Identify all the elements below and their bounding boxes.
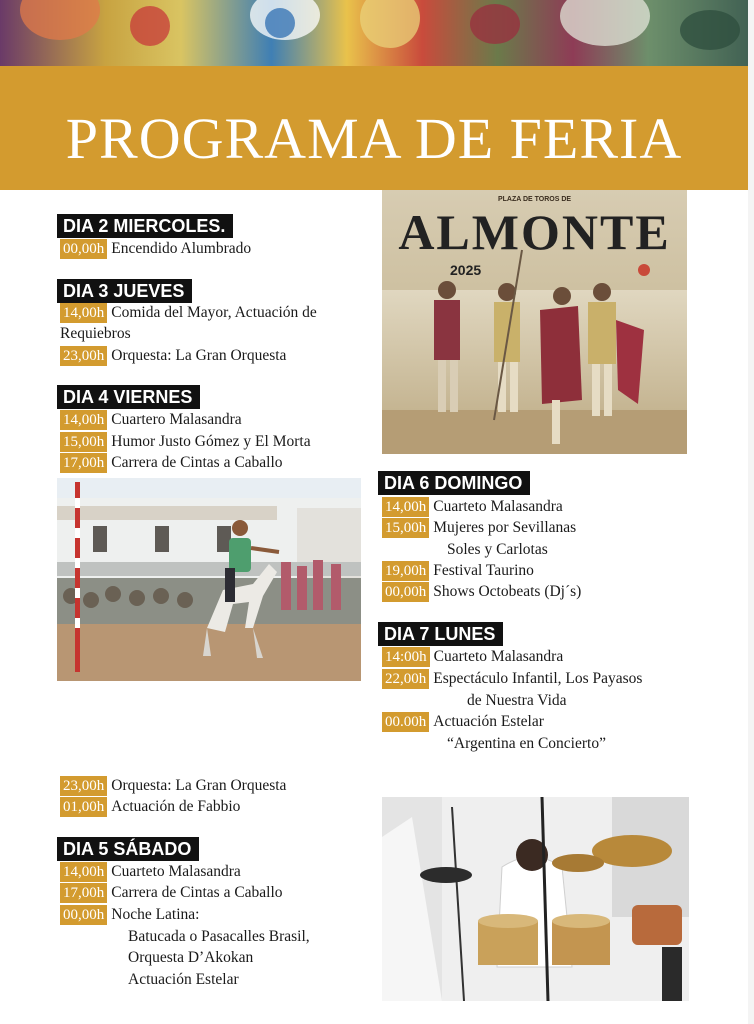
event-row (60, 410, 242, 430)
event-row (60, 776, 286, 796)
event-text: Carrera de Cintas a Caballo (111, 884, 283, 901)
event-time: 15,00h (60, 432, 107, 452)
day-heading-4: DIA 4 VIERNES (57, 385, 200, 409)
event-text: Cuarteto Malasandra (111, 863, 241, 880)
event-time: 00,00h (382, 582, 429, 602)
event-time: 00,00h (60, 905, 107, 925)
event-text-continued: “Argentina en Concierto” (447, 735, 606, 752)
day-heading-6: DIA 6 DOMINGO (378, 471, 530, 495)
event-row (382, 518, 576, 538)
event-text: Humor Justo Gómez y El Morta (111, 433, 311, 450)
poster-town: ALMONTE (398, 204, 671, 260)
day-heading-5: DIA 5 SÁBADO (57, 837, 199, 861)
poster-year: 2025 (450, 262, 482, 278)
event-row (60, 303, 317, 323)
event-text: Orquesta: La Gran Orquesta (111, 777, 287, 794)
event-time: 14,00h (60, 303, 107, 323)
event-text: Encendido Alumbrado (111, 240, 252, 257)
page-edge (748, 0, 754, 1024)
event-row (60, 346, 286, 366)
event-text-continued: de Nuestra Vida (467, 692, 567, 709)
event-row (382, 561, 534, 581)
event-time: 22,00h (382, 669, 429, 689)
event-time: 14,00h (60, 862, 107, 882)
event-text: Festival Taurino (433, 562, 534, 579)
event-row (60, 883, 283, 903)
event-text: Shows Octobeats (Dj´s) (433, 583, 582, 600)
event-text: Espectáculo Infantil, Los Payasos (433, 670, 643, 687)
event-row (382, 669, 642, 689)
event-text: Cuarteto Malasandra (433, 648, 564, 665)
drummer-illustration (382, 797, 689, 1001)
event-row (60, 432, 311, 452)
event-text-continued: Orquesta D’Akokan (128, 949, 254, 966)
day-heading-3: DIA 3 JUEVES (57, 279, 192, 303)
event-time: 00,00h (60, 239, 107, 259)
drummer-photo (382, 797, 689, 1001)
event-row (382, 497, 563, 517)
event-text: Noche Latina: (111, 906, 200, 923)
horse-race-illustration (57, 478, 361, 681)
event-text-continued: Batucada o Pasacalles Brasil, (128, 928, 310, 945)
event-text: Orquesta: La Gran Orquesta (111, 347, 287, 364)
event-text: Comida del Mayor, Actuación de (111, 304, 317, 321)
event-row (382, 647, 563, 667)
event-row (382, 712, 544, 732)
horse-race-photo (57, 478, 361, 681)
event-time: 14:00h (382, 647, 430, 667)
event-time: 15,00h (382, 518, 429, 538)
event-time: 23,00h (60, 346, 107, 366)
event-row (60, 862, 241, 882)
event-time: 23,00h (60, 776, 107, 796)
event-row (60, 905, 199, 925)
event-text: Cuartero Malasandra (111, 411, 242, 428)
event-time: 01,00h (60, 797, 107, 817)
poster-plaza-label: PLAZA DE TOROS DE (497, 196, 572, 203)
day-heading-7: DIA 7 LUNES (378, 622, 503, 646)
bullfighters-illustration (382, 190, 687, 454)
header-painting (0, 0, 754, 66)
almonte-logo-icon (638, 264, 650, 276)
event-text: Actuación de Fabbio (111, 798, 241, 815)
bullfight-poster (382, 190, 687, 454)
event-row (60, 453, 283, 473)
event-time: 14,00h (60, 410, 107, 430)
event-text: Actuación Estelar (433, 713, 544, 730)
event-text: Cuarteto Malasandra (433, 498, 563, 515)
event-time: 17,00h (60, 453, 107, 473)
event-text: Mujeres por Sevillanas (433, 519, 577, 536)
event-time: 14,00h (382, 497, 429, 517)
page-title: PROGRAMA DE FERIA (65, 106, 683, 171)
event-text-continued: Actuación Estelar (128, 971, 239, 988)
event-row (60, 797, 240, 817)
event-time: 17,00h (60, 883, 107, 903)
event-text-continued: Soles y Carlotas (447, 541, 548, 558)
event-text-continued: Requiebros (60, 325, 131, 342)
event-text: Carrera de Cintas a Caballo (111, 454, 283, 471)
event-row (60, 239, 251, 259)
event-time: 19,00h (382, 561, 429, 581)
event-time: 00.00h (382, 712, 429, 732)
day-heading-2: DIA 2 MIERCOLES. (57, 214, 233, 238)
event-row (382, 582, 581, 602)
